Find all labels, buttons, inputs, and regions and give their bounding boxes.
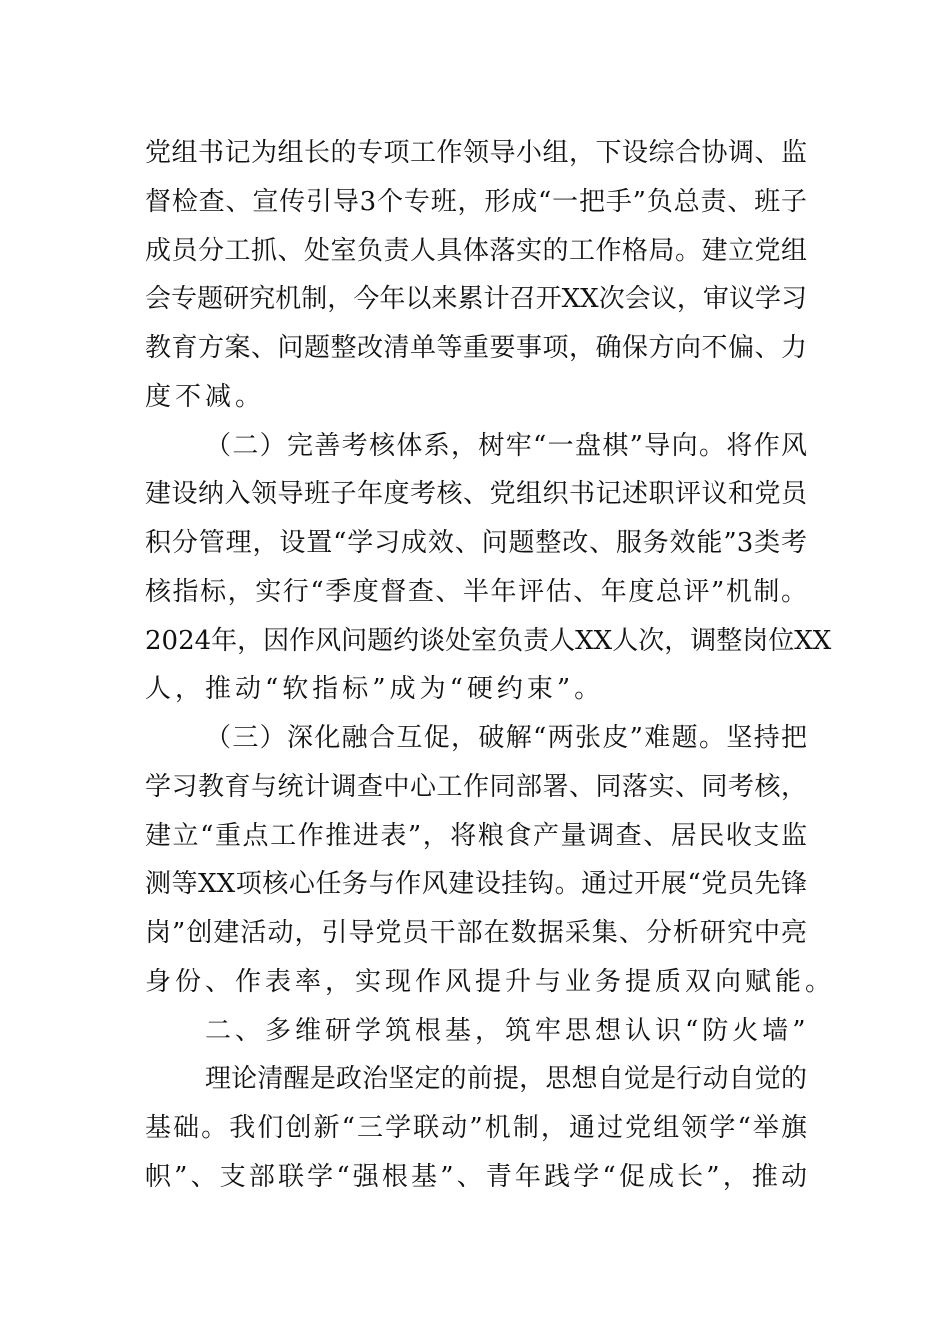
paragraph-line: 建设纳入领导班子年度考核、党组织书记述职评议和党员: [145, 479, 807, 510]
paragraph-line: 帜”、支部联学“强根基”、青年践学“促成长”，推动: [145, 1161, 807, 1192]
paragraph-line: 成员分工抓、处室负责人具体落实的工作格局。建立党组: [145, 235, 807, 266]
paragraph-line: 2024年，因作风问题约谈处室负责人XX人次，调整岗位XX: [145, 625, 832, 656]
paragraph-line: 身份、作表率，实现作风提升与业务提质双向赋能。: [145, 966, 836, 997]
paragraph-line: 督检查、宣传引导3个专班，形成“一把手”负总责、班子: [145, 186, 807, 217]
paragraph-line: 学习教育与统计调查中心工作同部署、同落实、同考核，: [145, 771, 807, 802]
document-page: [145, 129, 836, 1202]
paragraph-line: 党组书记为组长的专项工作领导小组，下设综合协调、监: [145, 138, 807, 168]
paragraph-line: 基础。我们创新“三学联动”机制，通过党组领学“举旗: [145, 1113, 807, 1143]
paragraph-line: 教育方案、问题整改清单等重要事项，确保方向不偏、力: [145, 333, 807, 363]
paragraph-line: 测等XX项核心任务与作风建设挂钩。通过开展“党员先锋: [145, 869, 807, 900]
section-heading: 二、多维研学筑根基，筑牢思想认识“防火墙”: [205, 1015, 810, 1046]
paragraph-line: 积分管理，设置“学习成效、问题整改、服务效能”3类考: [145, 528, 807, 558]
paragraph-line: （二）完善考核体系，树牢“一盘棋”导向。将作风: [205, 430, 807, 461]
paragraph-line: 会专题研究机制，今年以来累计召开XX次会议，审议学习: [145, 284, 807, 315]
paragraph-line: 人，推动“软指标”成为“硬约束”。: [145, 674, 605, 705]
paragraph-line: 核指标，实行“季度督查、半年评估、年度总评”机制。: [145, 576, 807, 607]
paragraph-line: 岗”创建活动，引导党员干部在数据采集、分析研究中亮: [145, 918, 807, 948]
paragraph-line: （三）深化融合互促，破解“两张皮”难题。坚持把: [205, 723, 807, 753]
paragraph-line: 理论清醒是政治坚定的前提，思想自觉是行动自觉的: [205, 1064, 807, 1095]
paragraph-line: 建立“重点工作推进表”，将粮食产量调查、居民收支监: [145, 820, 807, 851]
paragraph-line: 度不减。: [145, 381, 266, 412]
